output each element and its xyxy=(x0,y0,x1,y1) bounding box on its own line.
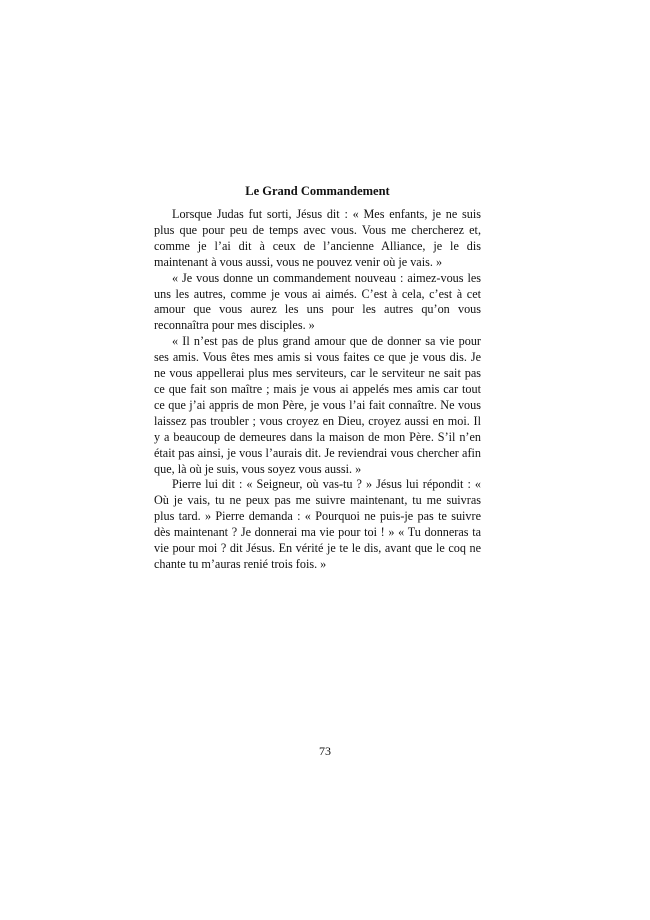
paragraph-4: Pierre lui dit : « Seigneur, où vas-tu ? » Jésus lui répondit : « Où je vais, tu ne peux pas me suivre maintenant, tu me suivras plus tard. » Pierre demanda : « Pourquoi ne puis-je pas te suivre dès maintenant ? Je donnerai ma vie pour toi ! » « Tu donneras ta vie pour moi ? dit Jésus. En vérité je te le dis, avant que le coq ne chante tu m’auras renié trois fois. » xyxy=(154,477,481,571)
page-number: 73 xyxy=(319,744,331,758)
paragraph-3: « Il n’est pas de plus grand amour que de donner sa vie pour ses amis. Vous êtes mes amis si vous faites ce que je vous dis. Je ne vous appellerai plus mes serviteurs, car le serviteur ne sait pas ce que fait son maître ; mais je vous ai appelés mes amis car tout ce que j’ai appris de mon Père, je vous l’ai fait connaître. Ne vous laissez pas troubler ; vous croyez en Dieu, croyez aussi en moi. Il y a beaucoup de demeures dans la maison de mon Père. S’il n’en était pas ainsi, je vous l’aurais dit. Je reviendrai vous chercher afin que, là où je suis, vous soyez vous aussi. » xyxy=(154,334,481,476)
chapter-body xyxy=(154,183,481,573)
chapter-title: Le Grand Commandement xyxy=(245,184,390,198)
paragraph-1: Lorsque Judas fut sorti, Jésus dit : « Mes enfants, je ne suis plus que pour peu de temps avec vous. Vous me chercherez et, comme je l’ai dit à ceux de l’ancienne Alliance, je le dis maintenant à vous aussi, vous ne pouvez venir où je vais. » xyxy=(154,207,481,269)
paragraph-2: « Je vous donne un commandement nouveau : aimez-vous les uns les autres, comme je vous ai aimés. C’est à cela, c’est à cet amour que vous aurez les uns pour les autres qu’on vous reconnaîtra pour mes disciples. » xyxy=(154,270,481,333)
